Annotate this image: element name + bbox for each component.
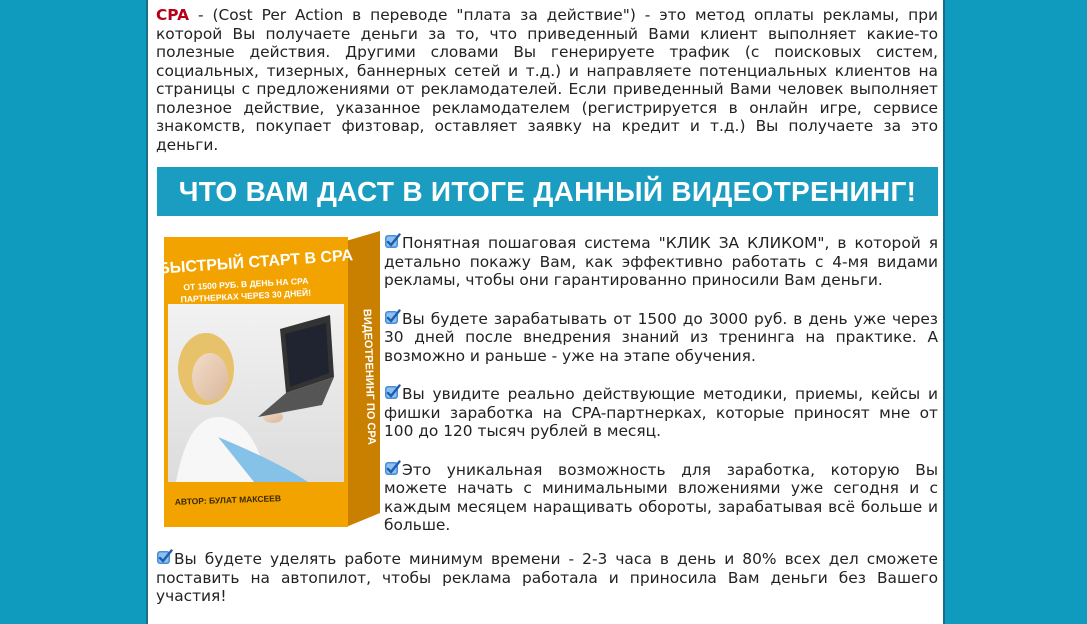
intro-text: - (Cost Per Action в переводе "плата за действие") - это метод оплаты рекламы, при которой Вы получаете деньги за то, что приведенный Вами клиент выполняет какие-то полезные действия. Другими словами Вы генерируете трафик (с поисковых систем, социальных, тизерных, баннерных сетей и т.д.) и направляете потенциальных клиентов на страницы с предложениями от рекламодателей. Если приведенный Вами человек выполняет полезное действие, указанное рекламодателем (регистрируется в онлайн игре, сервисе знакомств, покупает физтовар, оставляет заявку на кредит и т.д.) Вы получаете за это деньги. <box>156 6 938 154</box>
product-box-subtitle-2: ПАРТНЕРКАХ ЧЕРЕЗ 30 ДНЕЙ! <box>180 287 312 305</box>
benefit-text: Вы увидите реально действующие методики, приемы, кейсы и фишки заработка на CPA-партнерках, которые приносят мне от 100 до 120 тысяч рублей в месяц. <box>384 385 938 440</box>
product-box-author: АВТОР: БУЛАТ МАКСЕЕВ <box>174 493 282 507</box>
final-benefit-text: Вы будете уделять работе минимум времени - 2-3 часа в день и 80% всех дел сможете поставить на автопилот, чтобы реклама работала и приносила Вам деньги без Вашего участия! <box>156 550 938 605</box>
cpa-term: CPA <box>156 6 190 24</box>
benefits-list <box>384 233 938 554</box>
benefit-item <box>384 233 938 290</box>
check-icon <box>384 384 401 401</box>
check-icon <box>156 549 173 566</box>
section-banner: ЧТО ВАМ ДАСТ В ИТОГЕ ДАННЫЙ ВИДЕОТРЕНИНГ! <box>157 167 938 216</box>
check-icon <box>384 233 401 250</box>
product-box-subtitle-1: ОТ 1500 РУБ. В ДЕНЬ НА CPA <box>183 275 309 293</box>
intro-paragraph <box>156 6 938 154</box>
content-page <box>146 0 945 624</box>
benefit-text: Это уникальная возможность для заработка, которую Вы можете начать с минимальными вложениями уже сегодня и с каждым месяцем наращивать обороты, зарабатывая всё больше и больше. <box>384 460 938 534</box>
check-icon <box>384 309 401 326</box>
benefit-item <box>384 309 938 366</box>
benefit-item <box>384 460 938 535</box>
benefit-text: Вы будете зарабатывать от 1500 до 3000 руб. в день уже через 30 дней после внедрения знаний из тренинга на практике. А возможно и раньше - уже на этапе обучения. <box>384 309 938 365</box>
final-benefit <box>156 549 938 606</box>
check-icon <box>384 460 401 477</box>
product-box-image <box>158 227 384 533</box>
benefit-text: Понятная пошаговая система "КЛИК ЗА КЛИКОМ", в которой я детально покажу Вам, как эффективно работать с 4-мя видами рекламы, чтобы они гарантированно приносили Вам деньги. <box>384 234 938 289</box>
benefit-item <box>384 384 938 441</box>
product-box-spine-text: ВИДЕОТРЕНИНГ ПО CPA <box>360 308 378 446</box>
product-box-title: БЫСТРЫЙ СТАРТ В CPA <box>158 247 354 278</box>
